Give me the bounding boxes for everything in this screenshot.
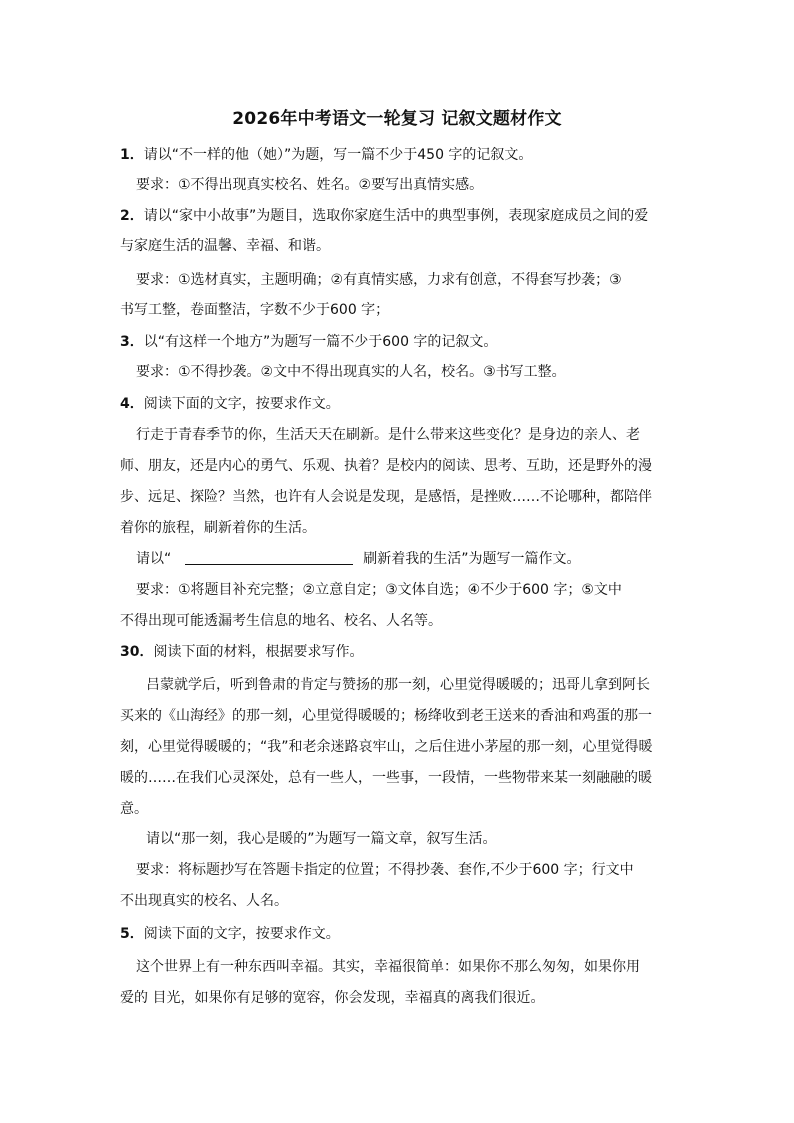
passage-text: 刻，心里觉得暖暖的；“我”和老余迷路哀牢山，之后住进小茅屋的那一刻，心里觉得暖 xyxy=(120,739,653,755)
question-prompt-continued: 与家庭生活的温馨、幸福、和谐。 xyxy=(120,238,330,254)
passage-text: 吕蒙就学后，听到鲁肃的肯定与赞扬的那一刻，心里觉得暖暖的；迅哥儿拿到阿长 xyxy=(146,677,650,693)
task-text-before: 请以“ xyxy=(136,551,172,567)
requirement-text: 要求：①不得抄袭。②文中不得出现真实的人名，校名。③书写工整。 xyxy=(136,364,566,380)
passage-text: 爱的 目光，如果你有足够的宽容，你会发现，幸福真的离我们很近。 xyxy=(120,990,545,1006)
question-30 xyxy=(120,642,680,662)
requirement-text: 要求：①选材真实，主题明确；②有真情实感，力求有创意，不得套写抄袭；③ xyxy=(136,272,622,288)
task-text-after: 刷新着我的生活”为题写一篇作文。 xyxy=(363,551,581,567)
requirement-text: 要求：①不得出现真实校名、姓名。②要写出真情实感。 xyxy=(136,177,484,193)
question-prompt: 请以“不一样的他（她）”为题，写一篇不少于450 字的记叙文。 xyxy=(143,147,533,163)
question-number: 30． xyxy=(120,644,154,660)
writing-task: 请以“那一刻，我心是暖的”为题写一篇文章，叙写生活。 xyxy=(146,831,497,847)
passage-text: 买来的《山海经》的那一刻，心里觉得暖暖的；杨绛收到老王送来的香油和鸡蛋的那一 xyxy=(120,708,652,724)
question-number: 5． xyxy=(120,926,144,942)
requirement-text-continued: 不出现真实的校名、人名。 xyxy=(120,893,288,909)
question-2 xyxy=(120,206,680,226)
fill-in-blank-line xyxy=(185,549,353,565)
question-5 xyxy=(120,924,680,944)
passage-text: 行走于青春季节的你，生活天天在刷新。是什么带来这些变化？是身边的亲人、老 xyxy=(136,427,640,443)
requirement-text-continued: 书写工整，卷面整洁，字数不少于600 字； xyxy=(120,302,390,318)
passage-text: 这个世界上有一种东西叫幸福。其实，幸福很简单：如果你不那么匆匆，如果你用 xyxy=(136,959,640,975)
requirement-text: 要求：①将题目补充完整；②立意自定；③文体自选；④不少于600 字；⑤文中 xyxy=(136,582,622,598)
question-number: 4． xyxy=(120,396,144,412)
passage-text: 师、朋友，还是内心的勇气、乐观、执着？是校内的阅读、思考、互助，还是野外的漫 xyxy=(120,458,652,474)
question-number: 2． xyxy=(120,208,144,224)
question-prompt: 阅读下面的文字，按要求作文。 xyxy=(143,926,340,942)
question-prompt: 阅读下面的文字，按要求作文。 xyxy=(143,396,340,412)
writing-task xyxy=(136,549,696,569)
passage-text: 暖的……在我们心灵深处，总有一些人，一些事，一段情，一些物带来某一刻融融的暖 xyxy=(120,770,652,786)
question-prompt: 以“有这样一个地方”为题写一篇不少于600 字的记叙文。 xyxy=(143,334,498,350)
requirement-text-continued: 不得出现可能透漏考生信息的地名、校名、人名等。 xyxy=(120,613,442,629)
question-4 xyxy=(120,394,680,414)
passage-text: 着你的旅程，刷新着你的生活。 xyxy=(120,520,316,536)
question-1 xyxy=(120,145,680,165)
question-prompt: 阅读下面的材料，根据要求写作。 xyxy=(153,644,364,660)
question-3 xyxy=(120,332,680,352)
question-prompt: 请以“家中小故事”为题目，选取你家庭生活中的典型事例，表现家庭成员之间的爱 xyxy=(143,208,649,224)
requirement-text: 要求：将标题抄写在答题卡指定的位置；不得抄袭、套作,不少于600 字；行文中 xyxy=(136,862,634,878)
document-title: 2026年中考语文一轮复习 记叙文题材作文 xyxy=(232,109,562,129)
passage-text: 步、远足、探险？当然，也许有人会说是发现，是感悟，是挫败……不论哪种，都陪伴 xyxy=(120,489,652,505)
question-number: 1． xyxy=(120,147,144,163)
passage-text: 意。 xyxy=(120,801,148,817)
question-number: 3． xyxy=(120,334,144,350)
